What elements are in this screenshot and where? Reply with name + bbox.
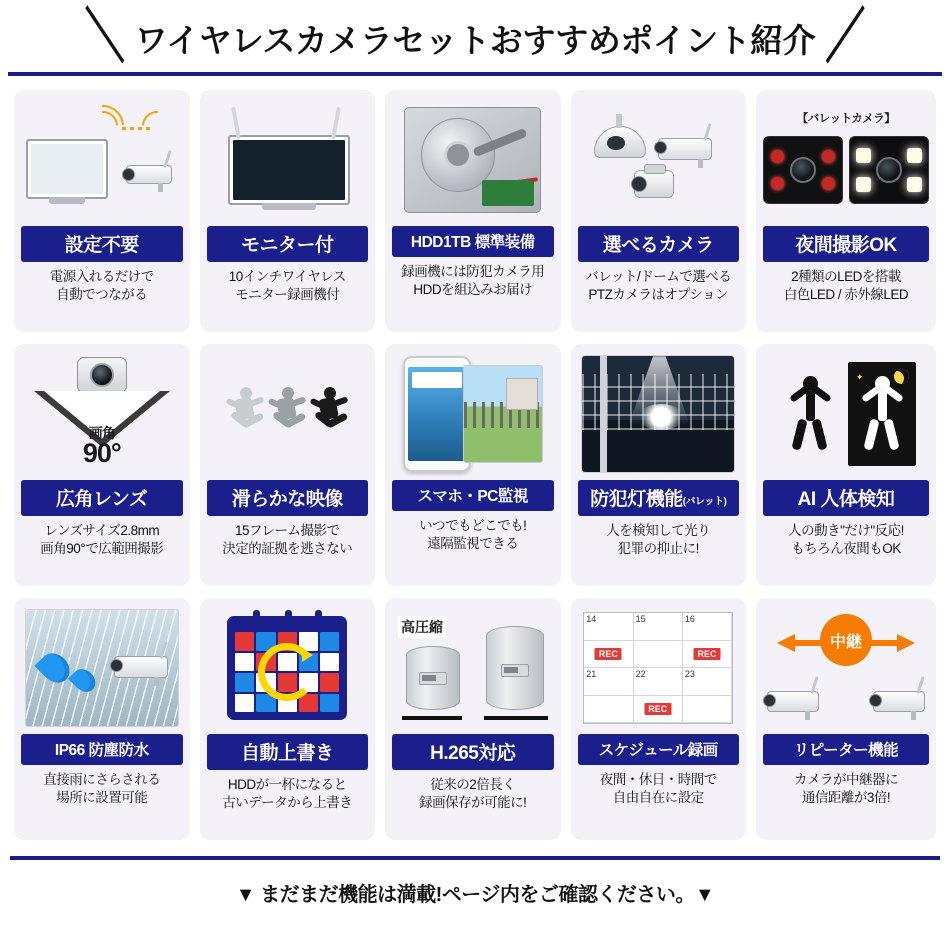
feature-title: リピーター機能	[763, 734, 929, 765]
feature-desc-line1: HDDが一杯になると	[227, 777, 347, 792]
footer-note: ▼ まだまだ機能は満載!ページ内をご確認ください。▼	[235, 884, 715, 906]
page-header	[0, 0, 950, 70]
night-vision-cameras-icon	[763, 98, 929, 222]
bullet-camera-icon	[658, 138, 712, 160]
feature-card-waterproof	[14, 598, 190, 840]
schedule-cell	[634, 613, 683, 641]
feature-desc	[43, 771, 160, 807]
rec-badge: REC	[595, 648, 622, 660]
baseline-right	[484, 716, 548, 720]
feature-desc	[606, 522, 710, 558]
white-led-camera-icon	[849, 136, 929, 204]
schedule-cell-num: 22	[635, 669, 646, 679]
smartphone-icon	[403, 356, 471, 472]
feature-desc-line2: 古いデータから上書き	[222, 795, 353, 811]
feature-title: 夜間撮影OK	[763, 226, 929, 262]
water-drop-icon-small	[68, 665, 100, 697]
security-light-icon	[578, 352, 740, 476]
calendar-icon	[227, 616, 347, 720]
bullet-camera-icon-right	[873, 691, 925, 712]
header-slash-left: ＼	[84, 5, 125, 71]
bullet-camera-icon	[106, 155, 176, 203]
schedule-cell	[634, 696, 683, 724]
feature-desc-line1: カメラが中継器に	[794, 772, 898, 787]
angle-badge	[83, 426, 121, 467]
feature-desc-line1: 人を検知して光り	[606, 523, 711, 538]
feature-desc-line1: 直接雨にさらされる	[43, 772, 161, 787]
feature-title: 選べるカメラ	[578, 226, 740, 262]
feature-card-camera-choice	[571, 90, 747, 332]
feature-desc	[229, 268, 346, 304]
feature-card-h265	[385, 598, 561, 840]
rain-waterproof-icon	[21, 606, 183, 730]
feature-card-night-vision	[756, 90, 936, 332]
feature-desc-line1: 従来の2倍長く	[430, 777, 516, 792]
signal-dots-icon	[122, 127, 150, 130]
smartphone-monitoring-icon	[392, 352, 554, 476]
angle-badge-top: 画角	[88, 425, 115, 441]
feature-card-ai-detection	[756, 344, 936, 586]
feature-desc-line2: 場所に設置可能	[56, 790, 148, 806]
ptz-camera-icon	[634, 170, 674, 198]
feature-title: IP66 防塵防水	[21, 734, 183, 765]
feature-desc-line2: 通信距離が3倍!	[801, 790, 891, 806]
feature-desc-line1: バレット/ドームで選べる	[585, 269, 732, 284]
feature-card-remote-monitoring	[385, 344, 561, 586]
feature-desc-line1: 2種類のLEDを搭載	[791, 269, 901, 284]
feature-desc-line2: 犯罪の抑止に!	[617, 541, 699, 557]
rec-badge: REC	[694, 648, 721, 660]
bullet-camera-icon-left	[767, 691, 819, 712]
usb-icon-right	[501, 664, 529, 677]
feature-desc-line2: もちろん夜間もOK	[791, 541, 901, 557]
feature-card-repeater	[756, 598, 936, 840]
dome-mount-icon	[616, 114, 622, 128]
schedule-cell	[634, 668, 683, 696]
schedule-cell	[683, 696, 732, 724]
feature-desc-line1: いつでもどこでも!	[419, 518, 527, 533]
feature-card-auto-overwrite	[200, 598, 376, 840]
schedule-cell	[584, 641, 633, 669]
feature-desc-line1: 夜間・休日・時間で	[599, 772, 717, 787]
feature-desc	[419, 776, 526, 812]
star-icon: ✦	[856, 372, 864, 382]
header-slash-right: ／	[825, 5, 866, 71]
schedule-table	[584, 613, 732, 723]
feature-desc	[585, 268, 731, 304]
dome-and-bullet-cameras-icon	[578, 98, 740, 222]
feature-title: モニター付	[207, 226, 369, 262]
calendar-overwrite-icon	[207, 606, 369, 730]
feature-title-sub: (バレット)	[682, 496, 727, 508]
feature-desc	[419, 517, 526, 553]
feature-desc	[600, 771, 717, 807]
feature-title: 自動上書き	[207, 734, 369, 770]
feature-card-scheduled-recording	[571, 598, 747, 840]
schedule-grid-icon	[578, 606, 740, 730]
nighttime-person-panel	[848, 362, 916, 466]
feature-desc-line1: 録画機には防犯カメラ用	[401, 264, 545, 279]
schedule-cell-num: 21	[586, 669, 597, 679]
feature-desc-line2: モニター録画機付	[235, 287, 340, 303]
dome-camera-icon	[594, 126, 646, 158]
repeater-cameras-icon	[763, 606, 929, 730]
schedule-cell	[584, 613, 633, 641]
compression-cylinders-icon	[392, 606, 554, 730]
refresh-arrow-icon	[258, 643, 316, 701]
schedule-cell-num: 16	[684, 614, 695, 624]
app-banner	[412, 372, 462, 388]
feature-title	[578, 480, 740, 516]
arrow-bar-right	[865, 640, 899, 646]
feature-title: 滑らかな映像	[207, 480, 369, 516]
schedule-cell	[634, 641, 683, 669]
baseline-left	[402, 716, 462, 720]
feature-desc-line1: 10インチワイヤレス	[228, 269, 346, 284]
feature-card-security-light	[571, 344, 747, 586]
feature-desc-line2: 自由自在に設定	[612, 790, 704, 806]
feature-desc-line2: 遠隔監視できる	[427, 536, 519, 552]
recorder-monitor-icon	[228, 135, 350, 205]
page-title: ワイヤレスカメラセットおすすめポイント紹介	[134, 21, 816, 59]
hard-disk-drive-icon	[392, 98, 554, 222]
running-figures-icon	[207, 352, 369, 476]
monitor-icon	[26, 139, 108, 199]
ptz-mount-icon	[644, 164, 666, 174]
runner-icon-mid	[267, 387, 307, 441]
feature-desc-line1: 人の動き"だけ"反応!	[788, 523, 904, 538]
feature-title-text: 防犯灯機能	[590, 489, 683, 510]
feature-desc-line1: 電源入れるだけで	[49, 269, 154, 284]
feature-title: スケジュール録画	[578, 734, 740, 765]
feature-desc	[794, 771, 898, 807]
feature-desc	[401, 263, 544, 299]
schedule-cell-num: 14	[586, 614, 597, 624]
arrow-right-icon	[897, 634, 915, 652]
usb-icon-left	[419, 672, 447, 685]
feature-desc-line2: 白色LED / 赤外線LED	[783, 287, 909, 303]
feature-card-no-setup	[14, 90, 190, 332]
schedule-cell	[683, 613, 732, 641]
compression-label: 高圧縮	[398, 616, 446, 638]
feature-desc-line1: 15フレーム撮影で	[235, 523, 340, 538]
feature-desc-line2: HDDを組込みお届け	[413, 282, 533, 298]
water-drop-icon	[34, 647, 75, 688]
feature-grid	[0, 76, 950, 840]
wide-angle-lens-icon	[21, 352, 183, 476]
schedule-cell	[683, 641, 732, 669]
feature-card-wide-lens	[14, 344, 190, 586]
feature-desc-line2: 画角90°で広範囲撮影	[40, 541, 164, 557]
feature-desc-line2: 録画保存が可能に!	[419, 795, 527, 811]
feature-card-hdd	[385, 90, 561, 332]
feature-desc	[788, 522, 904, 558]
feature-desc	[784, 268, 908, 304]
runner-icon-dark	[309, 387, 349, 441]
lens-camera-icon	[77, 357, 127, 393]
feature-card-smooth-video	[200, 344, 376, 586]
schedule-cell-num: 23	[684, 669, 695, 679]
feature-desc	[222, 776, 352, 812]
monitor-recorder-icon	[207, 98, 369, 222]
feature-desc-line2: 決定的証拠を逃さない	[222, 541, 353, 557]
feature-title: 設定不要	[21, 226, 183, 262]
feature-desc	[40, 522, 163, 558]
feature-title: H.265対応	[392, 734, 554, 770]
rec-badge: REC	[644, 703, 671, 715]
feature-title: HDD1TB 標準装備	[392, 226, 554, 257]
figure-caption: 【バレットカメラ】	[796, 112, 896, 125]
feature-desc	[222, 522, 352, 558]
feature-desc	[50, 268, 154, 304]
angle-badge-value: 90°	[82, 438, 121, 468]
monitor-and-camera-wifi-icon	[21, 98, 183, 222]
feature-desc-line1: レンズサイズ2.8mm	[44, 523, 160, 538]
daytime-person-panel	[776, 362, 844, 466]
feature-title: AI 人体検知	[763, 480, 929, 516]
ir-led-camera-icon	[763, 136, 843, 204]
schedule-cell-num: 15	[635, 614, 646, 624]
schedule-cell	[584, 696, 633, 724]
schedule-cell	[584, 668, 633, 696]
feature-desc-line2: PTZカメラはオプション	[588, 287, 729, 303]
feature-title: スマホ・PC監視	[392, 480, 554, 511]
feature-card-monitor-included	[200, 90, 376, 332]
ai-human-detection-icon	[763, 352, 929, 476]
feature-desc-line2: 自動でつながる	[56, 287, 148, 303]
yard-scene	[463, 365, 543, 463]
relay-badge: 中継	[820, 614, 872, 666]
feature-title: 広角レンズ	[21, 480, 183, 516]
runner-icon-light	[225, 387, 265, 441]
schedule-cell	[683, 668, 732, 696]
arrow-bar-left	[793, 640, 827, 646]
wifi-icon-right	[136, 105, 178, 147]
bullet-camera-icon	[114, 656, 168, 678]
